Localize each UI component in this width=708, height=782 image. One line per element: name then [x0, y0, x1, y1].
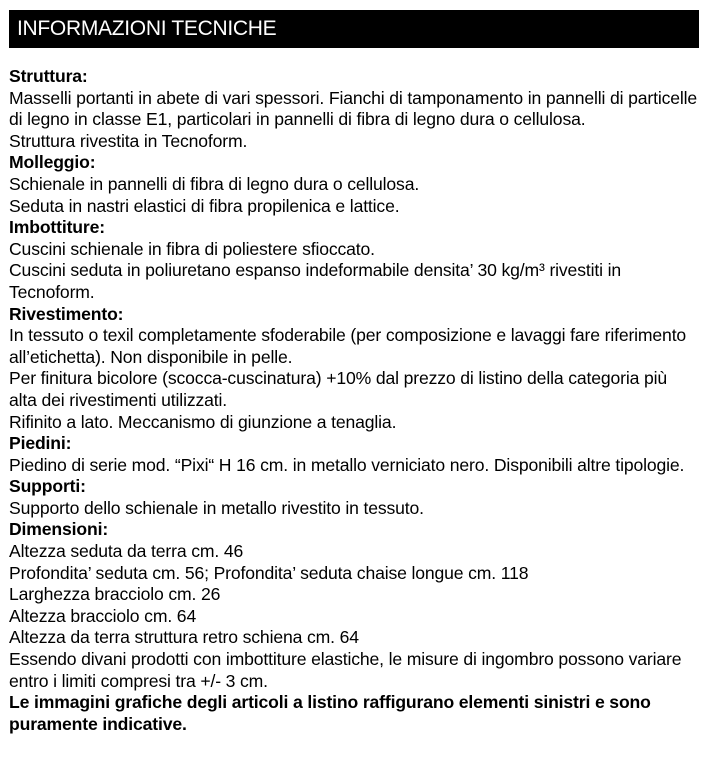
- section-paragraph: Seduta in nastri elastici di fibra propilenica e lattice.: [9, 195, 400, 216]
- section-title: Imbottiture:: [9, 217, 105, 238]
- section-supporti: [9, 476, 699, 519]
- section-paragraph: Piedino di serie mod. “Pixi“ H 16 cm. in metallo verniciato nero. Disponibili altre tipologie.: [9, 454, 685, 475]
- section-dimensioni: [9, 519, 699, 692]
- section-paragraph: Cuscini seduta in poliuretano espanso indeformabile densita’ 30 kg/m³ rivestiti in Tecnoform.: [9, 260, 621, 302]
- section-title: Piedini:: [9, 433, 72, 454]
- section-paragraph: Larghezza bracciolo cm. 26: [9, 584, 221, 605]
- section-title: Struttura:: [9, 66, 88, 86]
- section-paragraph: Cuscini schienale in fibra di poliestere sfioccato.: [9, 238, 375, 259]
- footer-note: Le immagini grafiche degli articoli a listino raffigurano elementi sinistri e sono puramente indicative.: [9, 692, 651, 734]
- section-rivestimento: [9, 304, 699, 434]
- section-paragraph: Altezza da terra struttura retro schiena cm. 64: [9, 627, 359, 648]
- section-piedini: [9, 433, 699, 476]
- section-title: Supporti:: [9, 476, 86, 497]
- section-title: Rivestimento:: [9, 303, 124, 324]
- section-molleggio: [9, 152, 699, 217]
- section-struttura: [9, 66, 699, 152]
- section-paragraph: Rifinito a lato. Meccanismo di giunzione a tenaglia.: [9, 411, 397, 432]
- section-paragraph: Per finitura bicolore (scocca-cuscinatura) +10% dal prezzo di listino della categoria più alta dei rivestimenti utilizzati.: [9, 368, 667, 410]
- section-title: Dimensioni:: [9, 519, 109, 540]
- section-paragraph: In tessuto o texil completamente sfoderabile (per composizione e lavaggi fare riferimento all’etichetta). Non disponibile in pelle.: [9, 325, 687, 367]
- section-paragraph: Essendo divani prodotti con imbottiture elastiche, le misure di ingombro possono variare entro i limiti compresi tra +/- 3 cm.: [9, 649, 682, 691]
- section-paragraph: Masselli portanti in abete di vari spessori. Fianchi di tamponamento in pannelli di particelle di legno in classe E1, particolari in pannelli di fibra di legno dura o cellulosa.: [9, 87, 698, 130]
- section-paragraph: Struttura rivestita in Tecnoform.: [9, 130, 248, 151]
- section-paragraph: Profondita’ seduta cm. 56; Profondita’ seduta chaise longue cm. 118: [9, 562, 529, 583]
- section-title: Molleggio:: [9, 152, 96, 173]
- section-paragraph: Altezza seduta da terra cm. 46: [9, 541, 244, 562]
- section-paragraph: Schienale in pannelli di fibra di legno dura o cellulosa.: [9, 173, 420, 194]
- section-imbottiture: [9, 217, 699, 303]
- technical-info-content: [9, 66, 699, 735]
- page-title: INFORMAZIONI TECNICHE: [9, 10, 699, 48]
- section-paragraph: Supporto dello schienale in metallo rivestito in tessuto.: [9, 497, 424, 518]
- section-paragraph: Altezza bracciolo cm. 64: [9, 605, 197, 626]
